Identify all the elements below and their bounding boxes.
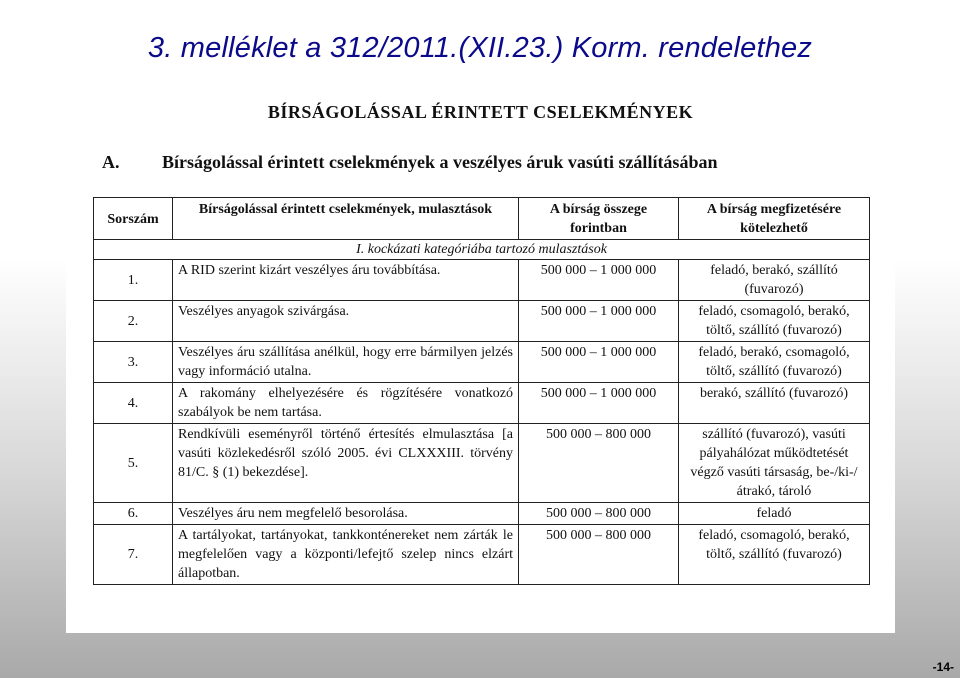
header-act: Bírságolással érintett cselekmények, mulasztások <box>173 198 519 240</box>
section-title: Bírságolással érintett cselekmények a veszélyes áruk vasúti szállításában <box>162 152 718 172</box>
row-number: 1. <box>94 260 173 301</box>
row-amount: 500 000 – 800 000 <box>519 503 679 525</box>
row-number: 5. <box>94 424 173 503</box>
row-number: 7. <box>94 525 173 585</box>
page-number: -14- <box>932 660 954 674</box>
document-image <box>66 86 895 633</box>
row-liable: feladó, csomagoló, berakó, töltő, szállító (fuvarozó) <box>679 525 870 585</box>
table-row <box>94 301 870 342</box>
row-number: 2. <box>94 301 173 342</box>
table-row <box>94 260 870 301</box>
header-number: Sorszám <box>94 198 173 240</box>
row-liable: feladó, csomagoló, berakó, töltő, szállító (fuvarozó) <box>679 301 870 342</box>
section-heading <box>102 152 717 173</box>
row-liable: berakó, szállító (fuvarozó) <box>679 383 870 424</box>
row-act: A tartályokat, tartányokat, tankkonténereket nem zárták le megfelelően vagy a központi/lefejtő szelep nincs elzárt állapotban. <box>173 525 519 585</box>
row-liable: feladó, berakó, szállító (fuvarozó) <box>679 260 870 301</box>
section-letter: A. <box>102 152 120 172</box>
fines-table <box>93 197 870 585</box>
header-liable: A bírság megfizetésére kötelezhető <box>679 198 870 240</box>
document-heading: BÍRSÁGOLÁSSAL ÉRINTETT CSELEKMÉNYEK <box>267 102 694 122</box>
row-amount: 500 000 – 1 000 000 <box>519 342 679 383</box>
table-row <box>94 424 870 503</box>
row-number: 4. <box>94 383 173 424</box>
row-amount: 500 000 – 800 000 <box>519 525 679 585</box>
slide-title: 3. melléklet a 312/2011.(XII.23.) Korm. rendelethez <box>147 32 813 64</box>
row-amount: 500 000 – 1 000 000 <box>519 301 679 342</box>
row-liable: feladó <box>679 503 870 525</box>
header-amount: A bírság összege forintban <box>519 198 679 240</box>
row-amount: 500 000 – 800 000 <box>519 424 679 503</box>
row-act: Veszélyes áru szállítása anélkül, hogy erre bármilyen jelzés vagy információ utalna. <box>173 342 519 383</box>
category-row <box>94 240 870 260</box>
table-body <box>94 240 870 585</box>
row-act: Rendkívüli eseményről történő értesítés elmulasztása [a vasúti közlekedésről szóló 2005. évi CLXXXIII. törvény 81/C. § (1) bekezdése]. <box>173 424 519 503</box>
row-amount: 500 000 – 1 000 000 <box>519 260 679 301</box>
table-row <box>94 342 870 383</box>
row-amount: 500 000 – 1 000 000 <box>519 383 679 424</box>
table-row <box>94 383 870 424</box>
category-label: I. kockázati kategóriába tartozó mulasztások <box>94 240 870 260</box>
row-act: A RID szerint kizárt veszélyes áru továbbítása. <box>173 260 519 301</box>
table-header-row <box>94 198 870 240</box>
row-act: Veszélyes anyagok szivárgása. <box>173 301 519 342</box>
table-row <box>94 525 870 585</box>
row-number: 3. <box>94 342 173 383</box>
table-row <box>94 503 870 525</box>
row-act: Veszélyes áru nem megfelelő besorolása. <box>173 503 519 525</box>
row-number: 6. <box>94 503 173 525</box>
row-act: A rakomány elhelyezésére és rögzítésére vonatkozó szabályok be nem tartása. <box>173 383 519 424</box>
row-liable: szállító (fuvarozó), vasúti pályahálózat működtetését végző vasúti társaság, be-/ki-/átrakó, tároló <box>679 424 870 503</box>
row-liable: feladó, berakó, csomagoló, töltő, szállító (fuvarozó) <box>679 342 870 383</box>
